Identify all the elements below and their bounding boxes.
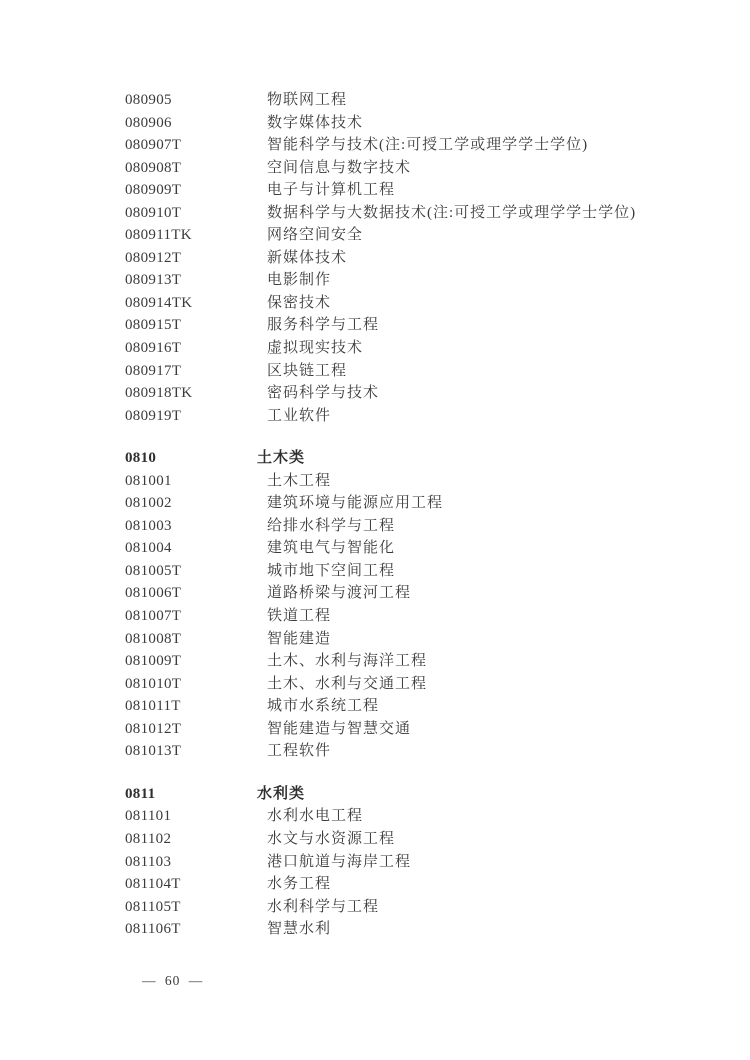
major-section	[125, 783, 720, 941]
major-code: 080911TK	[125, 227, 192, 244]
section-header-row	[125, 447, 720, 470]
major-name: 新媒体技术	[267, 249, 348, 266]
major-row	[125, 179, 720, 202]
major-row	[125, 247, 720, 270]
major-code: 080905	[125, 92, 172, 108]
major-name: 铁道工程	[267, 608, 332, 625]
major-row	[125, 382, 720, 405]
major-code: 081003	[125, 517, 172, 534]
major-row	[125, 560, 720, 583]
major-name: 电影制作	[267, 272, 332, 289]
major-name: 工程软件	[267, 743, 332, 760]
major-name: 电子与计算机工程	[267, 182, 396, 199]
major-row	[125, 224, 720, 247]
major-row	[125, 89, 720, 112]
section-header-row	[125, 783, 720, 806]
major-code: 080916T	[125, 340, 182, 357]
page-number: — 60 —	[142, 973, 204, 988]
major-name: 建筑环境与能源应用工程	[267, 495, 444, 512]
major-code: 081105T	[125, 898, 181, 915]
major-code: 081102	[125, 830, 172, 847]
major-row	[125, 157, 720, 180]
major-code: 081007T	[125, 608, 182, 625]
major-row	[125, 470, 720, 493]
major-name: 水利科学与工程	[267, 898, 380, 915]
major-row	[125, 873, 720, 896]
major-row	[125, 202, 720, 225]
major-name: 网络空间安全	[267, 227, 364, 244]
section-title: 水利类	[257, 785, 306, 802]
section-code: 0810	[125, 450, 157, 467]
major-code: 080917T	[125, 362, 182, 379]
major-name: 智慧水利	[267, 921, 332, 938]
major-code: 081004	[125, 540, 172, 557]
major-code: 080918TK	[125, 385, 193, 402]
major-code: 081104T	[125, 876, 181, 893]
major-row	[125, 112, 720, 135]
major-name: 虚拟现实技术	[267, 340, 364, 357]
major-code: 080908T	[125, 159, 182, 176]
major-row	[125, 337, 720, 360]
major-row	[125, 605, 720, 628]
major-row	[125, 828, 720, 851]
major-name: 道路桥梁与渡河工程	[267, 585, 412, 602]
major-row	[125, 851, 720, 874]
major-row	[125, 918, 720, 941]
major-name: 智能科学与技术(注:可授工学或理学学士学位)	[267, 137, 589, 154]
major-name: 水利水电工程	[267, 808, 364, 825]
major-code: 081008T	[125, 630, 182, 647]
major-code: 080907T	[125, 137, 182, 154]
major-code: 080919T	[125, 407, 182, 424]
major-name: 密码科学与技术	[267, 385, 380, 402]
major-code: 080914TK	[125, 294, 193, 311]
major-row	[125, 628, 720, 651]
major-row	[125, 537, 720, 560]
major-row	[125, 269, 720, 292]
major-code: 081103	[125, 853, 172, 870]
major-code: 081106T	[125, 921, 181, 938]
major-name: 城市地下空间工程	[267, 562, 396, 579]
section-title: 土木类	[257, 450, 306, 467]
major-name: 给排水科学与工程	[267, 517, 396, 534]
major-row	[125, 314, 720, 337]
major-code: 081006T	[125, 585, 182, 602]
major-name: 区块链工程	[267, 362, 348, 379]
major-name: 智能建造	[267, 630, 332, 647]
major-name: 物联网工程	[267, 92, 348, 108]
major-code: 081101	[125, 808, 172, 825]
major-row	[125, 805, 720, 828]
major-row	[125, 896, 720, 919]
major-code: 081012T	[125, 720, 182, 737]
major-row	[125, 405, 720, 428]
major-name: 港口航道与海岸工程	[267, 853, 412, 870]
major-name: 建筑电气与智能化	[267, 540, 396, 557]
major-code: 081002	[125, 495, 172, 512]
major-code: 080915T	[125, 317, 182, 334]
section-code: 0811	[125, 785, 156, 802]
major-row	[125, 582, 720, 605]
major-name: 空间信息与数字技术	[267, 159, 412, 176]
major-name: 土木、水利与交通工程	[267, 675, 428, 692]
major-row	[125, 650, 720, 673]
major-name: 土木、水利与海洋工程	[267, 653, 428, 670]
major-name: 保密技术	[267, 294, 332, 311]
major-name: 城市水系统工程	[267, 698, 380, 715]
major-row	[125, 360, 720, 383]
major-row	[125, 292, 720, 315]
major-code: 081010T	[125, 675, 182, 692]
major-section	[125, 89, 720, 427]
major-row	[125, 492, 720, 515]
major-row	[125, 515, 720, 538]
major-code: 081009T	[125, 653, 182, 670]
major-code: 081011T	[125, 698, 181, 715]
major-code: 080910T	[125, 204, 182, 221]
major-code: 080913T	[125, 272, 182, 289]
major-code: 080912T	[125, 249, 182, 266]
major-section	[125, 447, 720, 763]
major-name: 数据科学与大数据技术(注:可授工学或理学学士学位)	[267, 204, 637, 221]
major-row	[125, 718, 720, 741]
major-list	[125, 89, 720, 941]
major-row	[125, 695, 720, 718]
major-name: 智能建造与智慧交通	[267, 720, 412, 737]
major-code: 081013T	[125, 743, 182, 760]
major-code: 081001	[125, 472, 172, 489]
major-name: 水务工程	[267, 876, 332, 893]
major-name: 土木工程	[267, 472, 332, 489]
major-code: 080909T	[125, 182, 182, 199]
major-name: 数字媒体技术	[267, 114, 364, 131]
major-name: 服务科学与工程	[267, 317, 380, 334]
major-row	[125, 740, 720, 763]
major-name: 水文与水资源工程	[267, 830, 396, 847]
major-name: 工业软件	[267, 407, 332, 424]
major-row	[125, 134, 720, 157]
page-footer	[142, 973, 203, 989]
major-code: 080906	[125, 114, 172, 131]
major-row	[125, 673, 720, 696]
major-code: 081005T	[125, 562, 182, 579]
